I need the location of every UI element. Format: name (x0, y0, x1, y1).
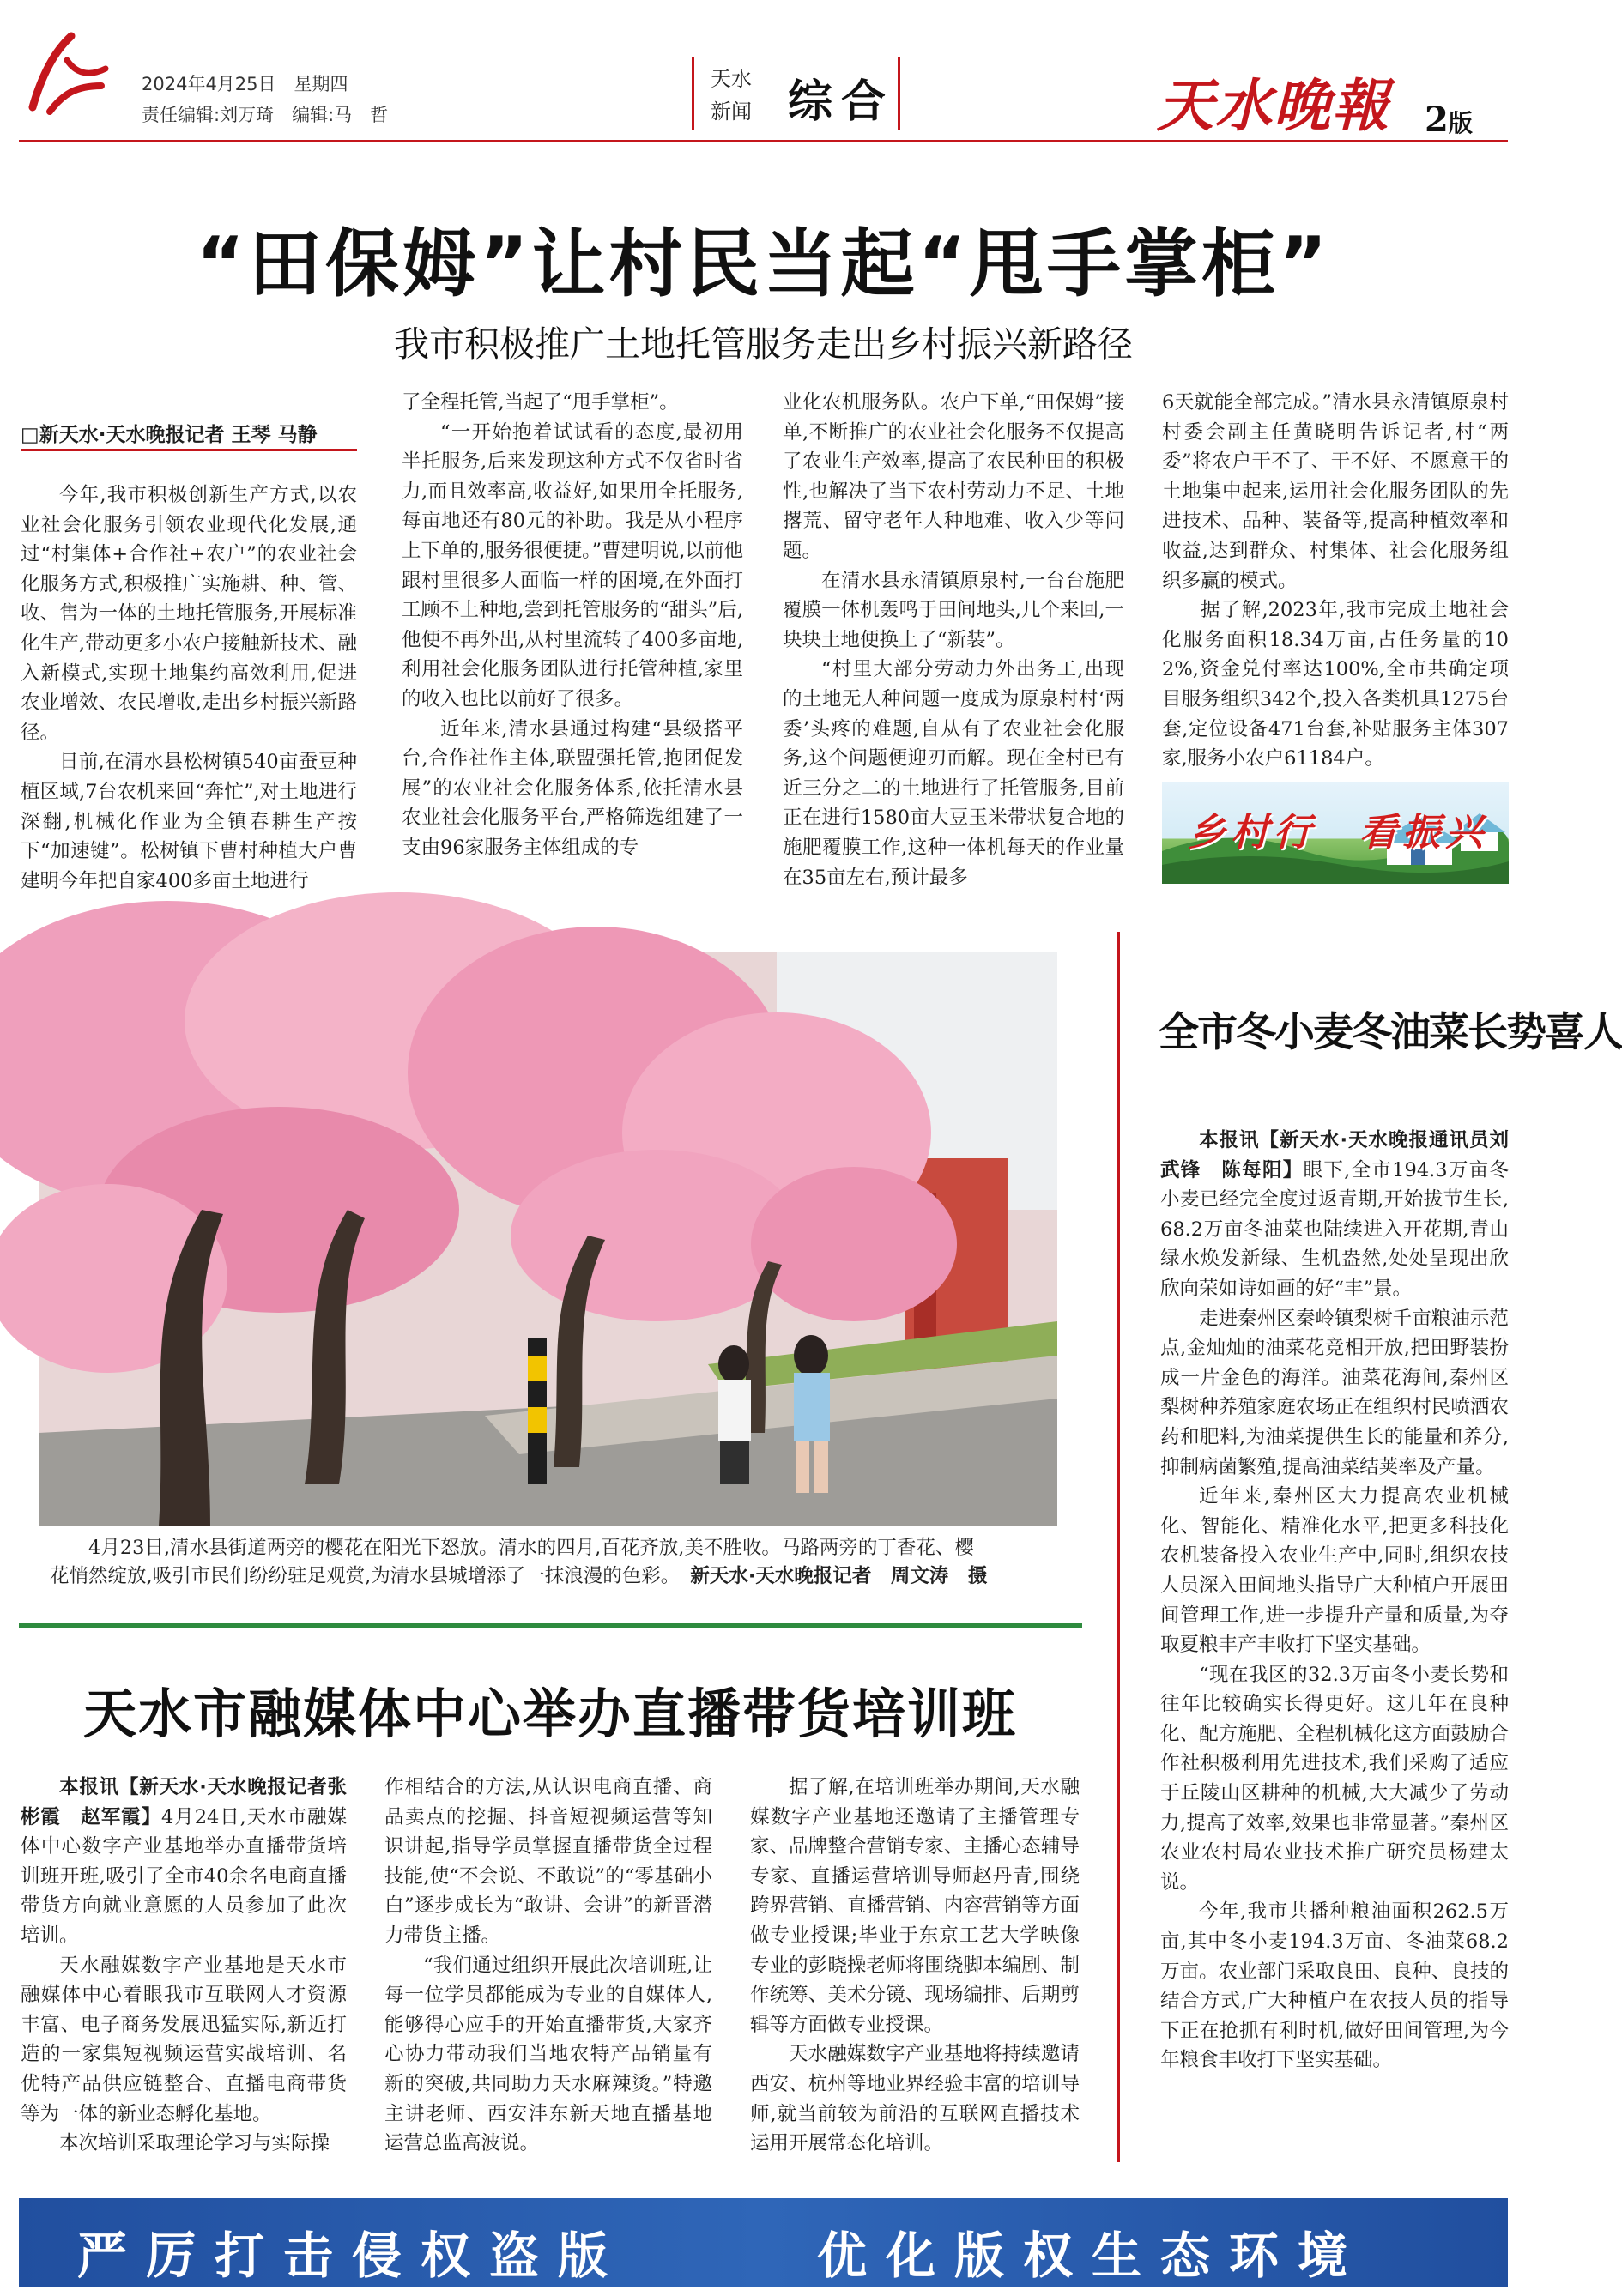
caption-line-1: 4月23日,清水县街道两旁的樱花在阳光下怒放。清水的四月,百花齐放,美不胜收。马路两旁的丁香花、樱 (88, 1537, 974, 1559)
lead-col-4 (1162, 388, 1509, 774)
page-number (1425, 100, 1473, 140)
photo-bottom-rule (19, 1623, 1082, 1628)
lead-col-2 (402, 388, 743, 863)
paragraph: 近年来,清水县通过构建“县级搭平台,合作社作主体,联盟强托管,抱团促发展”的农业社会化服务体系,依托清水县农业社会化服务平台,严格筛选组建了一支由96家服务主体组成的专 (402, 717, 743, 859)
paragraph: 本次培训采取理论学习与实际操 (59, 2132, 330, 2155)
bottom-col-3 (750, 1773, 1080, 2159)
side-lead-text: 眼下,全市194.3万亩冬小麦已经完全度过返青期,开始拔节生长,68.2万亩冬油菜也陆续进入开花期,青山绿水焕发新绿、生机盎然,处处呈现出欣欣向荣如诗如画的好“丰”景。 (1160, 1158, 1509, 1300)
bottom-col-1 (21, 1773, 347, 2159)
paragraph: 在清水县永清镇原泉村,一台台施肥覆膜一体机轰鸣于田间地头,几个来回,一块块土地便换上了“新装”。 (783, 569, 1124, 651)
section-title: 综合 (788, 76, 895, 128)
bottom-lead-text: 4月24日,天水市融媒体中心数字产业基地举办直播带货培训班开班,吸引了全市40余名电商直播带货方向就业意愿的人员参加了此次培训。 (21, 1805, 347, 1947)
rural-banner (1162, 782, 1509, 884)
paragraph: 了全程托管,当起了“甩手掌柜”。 (402, 391, 679, 414)
section-small-1: 天水 (711, 67, 752, 91)
paper-name: 天水晚報 (1157, 72, 1390, 139)
paragraph: “村里大部分劳动力外出务工,出现的土地无人种问题一度成为原泉村村‘两委’头疼的难题,自从有了农业社会化服务,这个问题便迎刃而解。现在全村已有近三分之二的土地进行了托管服务,目前正在进行1580亩大豆玉米带状复合地的施肥覆膜工作,这种一体机每天的作业量在35亩左右,预计最多 (783, 658, 1124, 889)
footer-left: 严厉打击侵权盗版 (77, 2227, 627, 2285)
paragraph: 据了解,在培训班举办期间,天水融媒数字产业基地还邀请了主播管理专家、品牌整合营销专家、主播心态辅导专家、直播运营培训导师赵丹青,围绕跨界营销、直播营销、内容营销等方面做专业授课;毕业于东京工艺大学映像专业的彭晓操老师将围绕脚本编剧、制作统筹、美术分镜、现场编排、后期剪辑等方面做专业授课。 (750, 1776, 1080, 2036)
paragraph: “我们通过组织开展此次培训班,让每一位学员都能成为专业的自媒体人,能够得心应手的开始直播带货,大家齐心协力带动我们当地农特产品销量有新的突破,共同助力天水麻辣烫。”特邀主讲老师、西安沣东新天地直播基地运营总监高波说。 (384, 1954, 712, 2155)
street-photo-image (39, 952, 1057, 1526)
photo-caption (50, 1534, 1064, 1591)
paragraph: 6天就能全部完成。”清水县永清镇原泉村村委会副主任黄晓明告诉记者,村“两委”将农户干不了、干不好、不愿意干的土地集中起来,运用社会化服务团队的先进技术、品种、装备等,提高种植效率和收益,达到群众、村集体、社会化服务组织多赢的模式。 (1162, 391, 1509, 592)
section-small-2: 新闻 (711, 100, 752, 124)
paper-logo-icon (24, 26, 110, 120)
logo-mark (24, 26, 110, 120)
section-divider-left (692, 57, 694, 130)
paragraph (21, 1773, 347, 1951)
paragraph: “现在我区的32.3万亩冬小麦长势和往年比较确实长得更好。这几年在良种化、配方施肥、全程机械化这方面鼓励合作社积极利用先进技术,我们采购了适应于丘陵山区耕种的机械,大大减少了劳动力,提高了效率,效果也非常显著。”秦州区农业农村局农业技术推广研究员杨建太说。 (1160, 1663, 1509, 1894)
lead-col-1 (21, 480, 357, 896)
bottom-headline: 天水市融媒体中心举办直播带货培训班 (82, 1683, 1017, 1745)
footer-right: 优化版权生态环境 (817, 2227, 1367, 2285)
cherry-blossom-photo (39, 952, 1057, 1526)
banner-text: 乡村行 看振兴 (1188, 811, 1488, 855)
section-divider-right (898, 57, 900, 130)
paragraph: 今年,我市共播种粮油面积262.5万亩,其中冬小麦194.3万亩、冬油菜68.2万亩。农业部门采取良田、良种、良技的结合方式,广大种植户在农技人员的指导下正在抢抓有利时机,做好田间管理,为今年粮食丰收打下坚实基础。 (1160, 1900, 1509, 2072)
lead-headline: “田保姆”让村民当起“甩手掌柜” (196, 221, 1331, 307)
side-headline: 全市冬小麦冬油菜长势喜人 (1159, 1009, 1622, 1056)
paragraph: 今年,我市积极创新生产方式,以农业社会化服务引领农业现代化发展,通过“村集体+合作社+农户”的农业社会化服务方式,积极推广实施耕、种、管、收、售为一体的土地托管服务,开展标准化生产,带动更多小农户接触新技术、融入新模式,实现土地集约高效利用,促进农业增效、农民增收,走出乡村振兴新路径。 (21, 484, 357, 744)
paragraph: “一开始抱着试试看的态度,最初用半托服务,后来发现这种方式不仅省时省力,而且效率高,收益好,如果用全托服务,每亩地还有80元的补助。我是从小程序上下单的,服务很便捷。”曹建明说,以前他跟村里很多人面临一样的困境,在外面打工顾不上种地,尝到托管服务的“甜头”后,他便不再外出,从村里流转了400多亩地,利用社会化服务团队进行托管种植,家里的收入也比以前好了很多。 (402, 420, 743, 710)
bottom-col-2 (384, 1773, 712, 2159)
paragraph: 走进秦州区秦岭镇梨树千亩粮油示范点,金灿灿的油菜花竞相开放,把田野装扮成一片金色的海洋。油菜花海间,秦州区梨树种养殖家庭农场正在组织村民喷洒农药和肥料,为油菜提供生长的能量和养分,抑制病菌繁殖,提高油菜结荚率及产量。 (1160, 1307, 1509, 1478)
paragraph: 作相结合的方法,从认识电商直播、商品卖点的挖掘、抖音短视频运营等知识讲起,指导学员掌握直播带货全过程技能,使“不会说、不敢说”的“零基础小白”逐步成长为“敢讲、会讲”的新晋潜力带货主播。 (384, 1776, 712, 1947)
caption-line-2 (50, 1562, 1064, 1591)
byline-rule (21, 449, 357, 451)
side-body (1160, 1126, 1509, 2075)
masthead-rule (19, 140, 1508, 142)
paragraph: 业化农机服务队。农户下单,“田保姆”接单,不断推广的农业社会化服务不仅提高了农业生产效率,提高了农民种田的积极性,也解决了当下农村劳动力不足、土地撂荒、留守老年人种地难、收入少等问题。 (783, 391, 1124, 562)
paragraph: 据了解,2023年,我市完成土地社会化服务面积18.34万亩,占任务量的102%,资金兑付率达100%,全市共确定项目服务组织342个,投入各类机具1275台套,定位设备471台套,补贴服务主体307家,服务小农户61184户。 (1162, 599, 1509, 770)
side-byline: 本报讯【新天水·天水晚报通讯员刘武锋 陈每阳】 (1160, 1129, 1509, 1181)
photo-credit: 新天水·天水晚报记者 周文涛 摄 (690, 1565, 988, 1587)
page-number-suffix: 版 (1448, 109, 1473, 137)
paragraph (1160, 1126, 1509, 1304)
caption-line-2-text: 花悄然绽放,吸引市民们纷纷驻足观赏,为清水县城增添了一抹浪漫的色彩。 (50, 1565, 681, 1587)
paragraph: 天水融媒数字产业基地是天水市融媒体中心着眼我市互联网人才资源丰富、电子商务发展迅猛实际,新近打造的一家集短视频运营实战培训、名优特产品供应链整合、直播电商带货等为一体的新业态孵化基地。 (21, 1954, 347, 2125)
footer-banner (19, 2198, 1508, 2287)
lead-subhead: 我市积极推广土地托管服务走出乡村振兴新路径 (394, 323, 1133, 365)
lead-col-3 (783, 388, 1124, 892)
paragraph: 近年来,秦州区大力提高农业机械化、智能化、精准化水平,把更多科技化农机装备投入农业生产中,同时,组织农技人员深入田间地头指导广大种植户开展田间管理工作,进一步提升产量和质量,为夺取夏粮丰产丰收打下坚实基础。 (1160, 1485, 1509, 1657)
editor-line: 责任编辑:刘万琦 编辑:马 哲 (142, 105, 389, 125)
lead-byline: □新天水·天水晚报记者 王琴 马静 (21, 424, 318, 446)
date-line: 2024年4月25日 星期四 (142, 74, 348, 94)
paragraph: 日前,在清水县松树镇540亩蚕豆种植区域,7台农机来回“奔忙”,对土地进行深翻,机械化作业为全镇春耕生产按下“加速键”。松树镇下曹村种植大户曹建明今年把自家400多亩土地进行 (21, 751, 357, 892)
bottom-byline: 本报讯【新天水·天水晚报记者张彬霞 赵军霞】 (21, 1776, 347, 1828)
page-number-digit: 2 (1425, 100, 1449, 140)
paragraph: 天水融媒数字产业基地将持续邀请西安、杭州等地业界经验丰富的培训导师,就当前较为前沿的互联网直播技术运用开展常态化培训。 (750, 2043, 1080, 2155)
side-divider (1117, 932, 1120, 2162)
